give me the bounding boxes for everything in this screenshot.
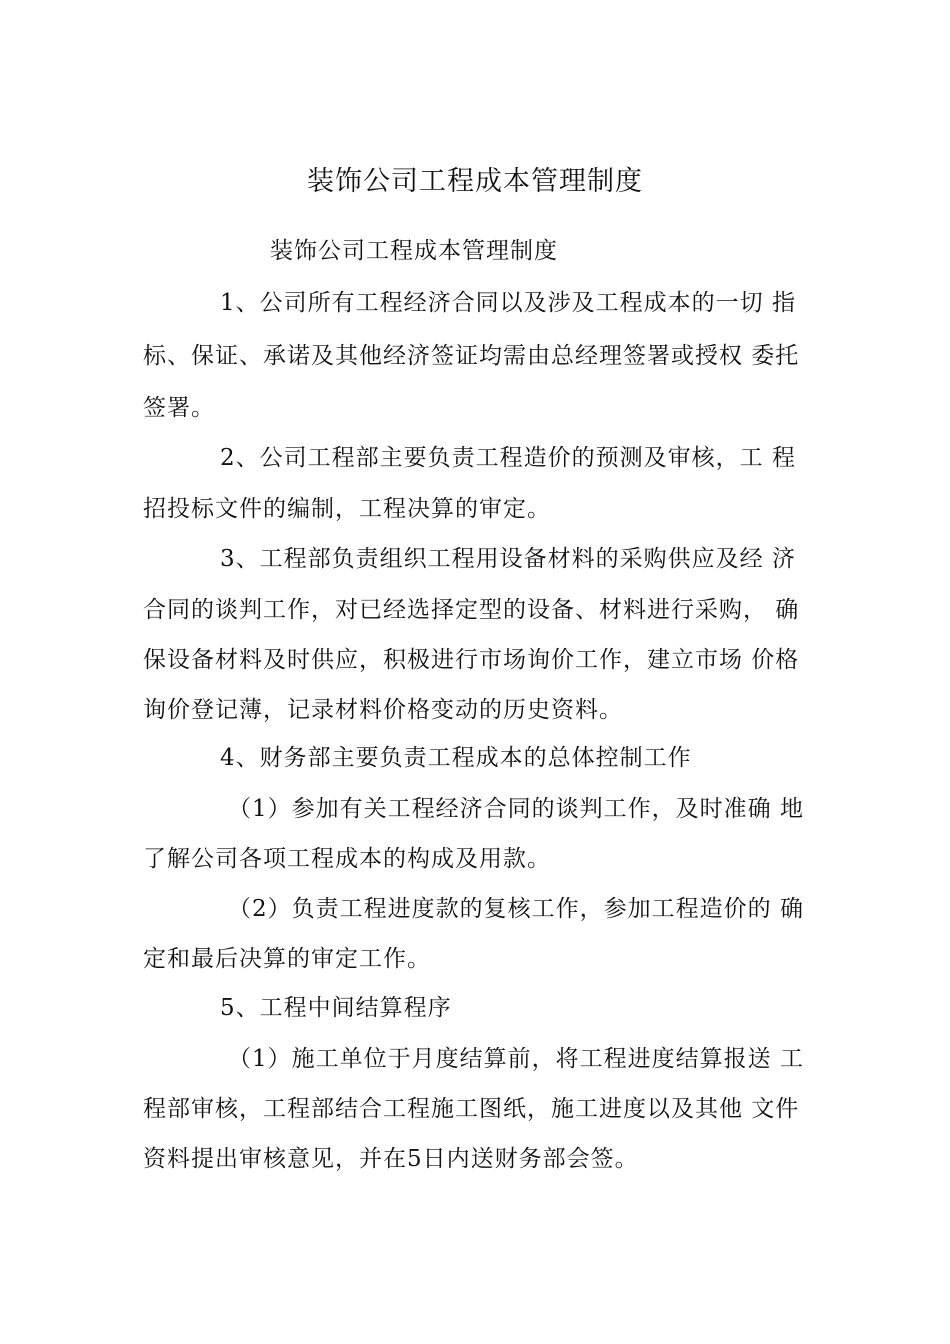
paragraph-line: 1、公司所有工程经济合同以及涉及工程成本的一切 指 bbox=[220, 290, 796, 316]
paragraph-line: 合同的谈判工作，对已经选择定型的设备、材料进行采购， 确 bbox=[143, 597, 800, 623]
paragraph-line: （1）施工单位于月度结算前，将工程进度结算报送 工 bbox=[228, 1046, 804, 1072]
paragraph-line: 5、工程中间结算程序 bbox=[220, 995, 452, 1021]
paragraph-line: （1）参加有关工程经济合同的谈判工作，及时准确 地 bbox=[228, 796, 804, 822]
paragraph-line: 标、保证、承诺及其他经济签证均需由总经理签署或授权 委托 bbox=[143, 343, 800, 369]
paragraph-line: 定和最后决算的审定工作。 bbox=[143, 946, 431, 972]
paragraph-line: 程部审核，工程部结合工程施工图纸，施工进度以及其他 文件 bbox=[143, 1096, 800, 1122]
paragraph-line: 4、财务部主要负责工程成本的总体控制工作 bbox=[220, 745, 692, 771]
paragraph-line: 询价登记薄，记录材料价格变动的历史资料。 bbox=[143, 697, 623, 723]
paragraph-line: 3、工程部负责组织工程用设备材料的采购供应及经 济 bbox=[220, 546, 796, 572]
paragraph-line: 保设备材料及时供应，积极进行市场询价工作，建立市场 价格 bbox=[143, 647, 800, 673]
paragraph-line: 2、公司工程部主要负责工程造价的预测及审核，工 程 bbox=[220, 445, 796, 471]
paragraph-line: （2）负责工程进度款的复核工作，参加工程造价的 确 bbox=[228, 896, 804, 922]
paragraph-line: 签署。 bbox=[143, 395, 215, 421]
paragraph-line: 资料提出审核意见，并在5日内送财务部会签。 bbox=[143, 1146, 639, 1172]
paragraph-line: 了解公司各项工程成本的构成及用款。 bbox=[143, 846, 551, 872]
document-subtitle: 装饰公司工程成本管理制度 bbox=[270, 238, 558, 264]
document-title: 装饰公司工程成本管理制度 bbox=[307, 166, 643, 197]
paragraph-line: 招投标文件的编制，工程决算的审定。 bbox=[143, 496, 551, 522]
